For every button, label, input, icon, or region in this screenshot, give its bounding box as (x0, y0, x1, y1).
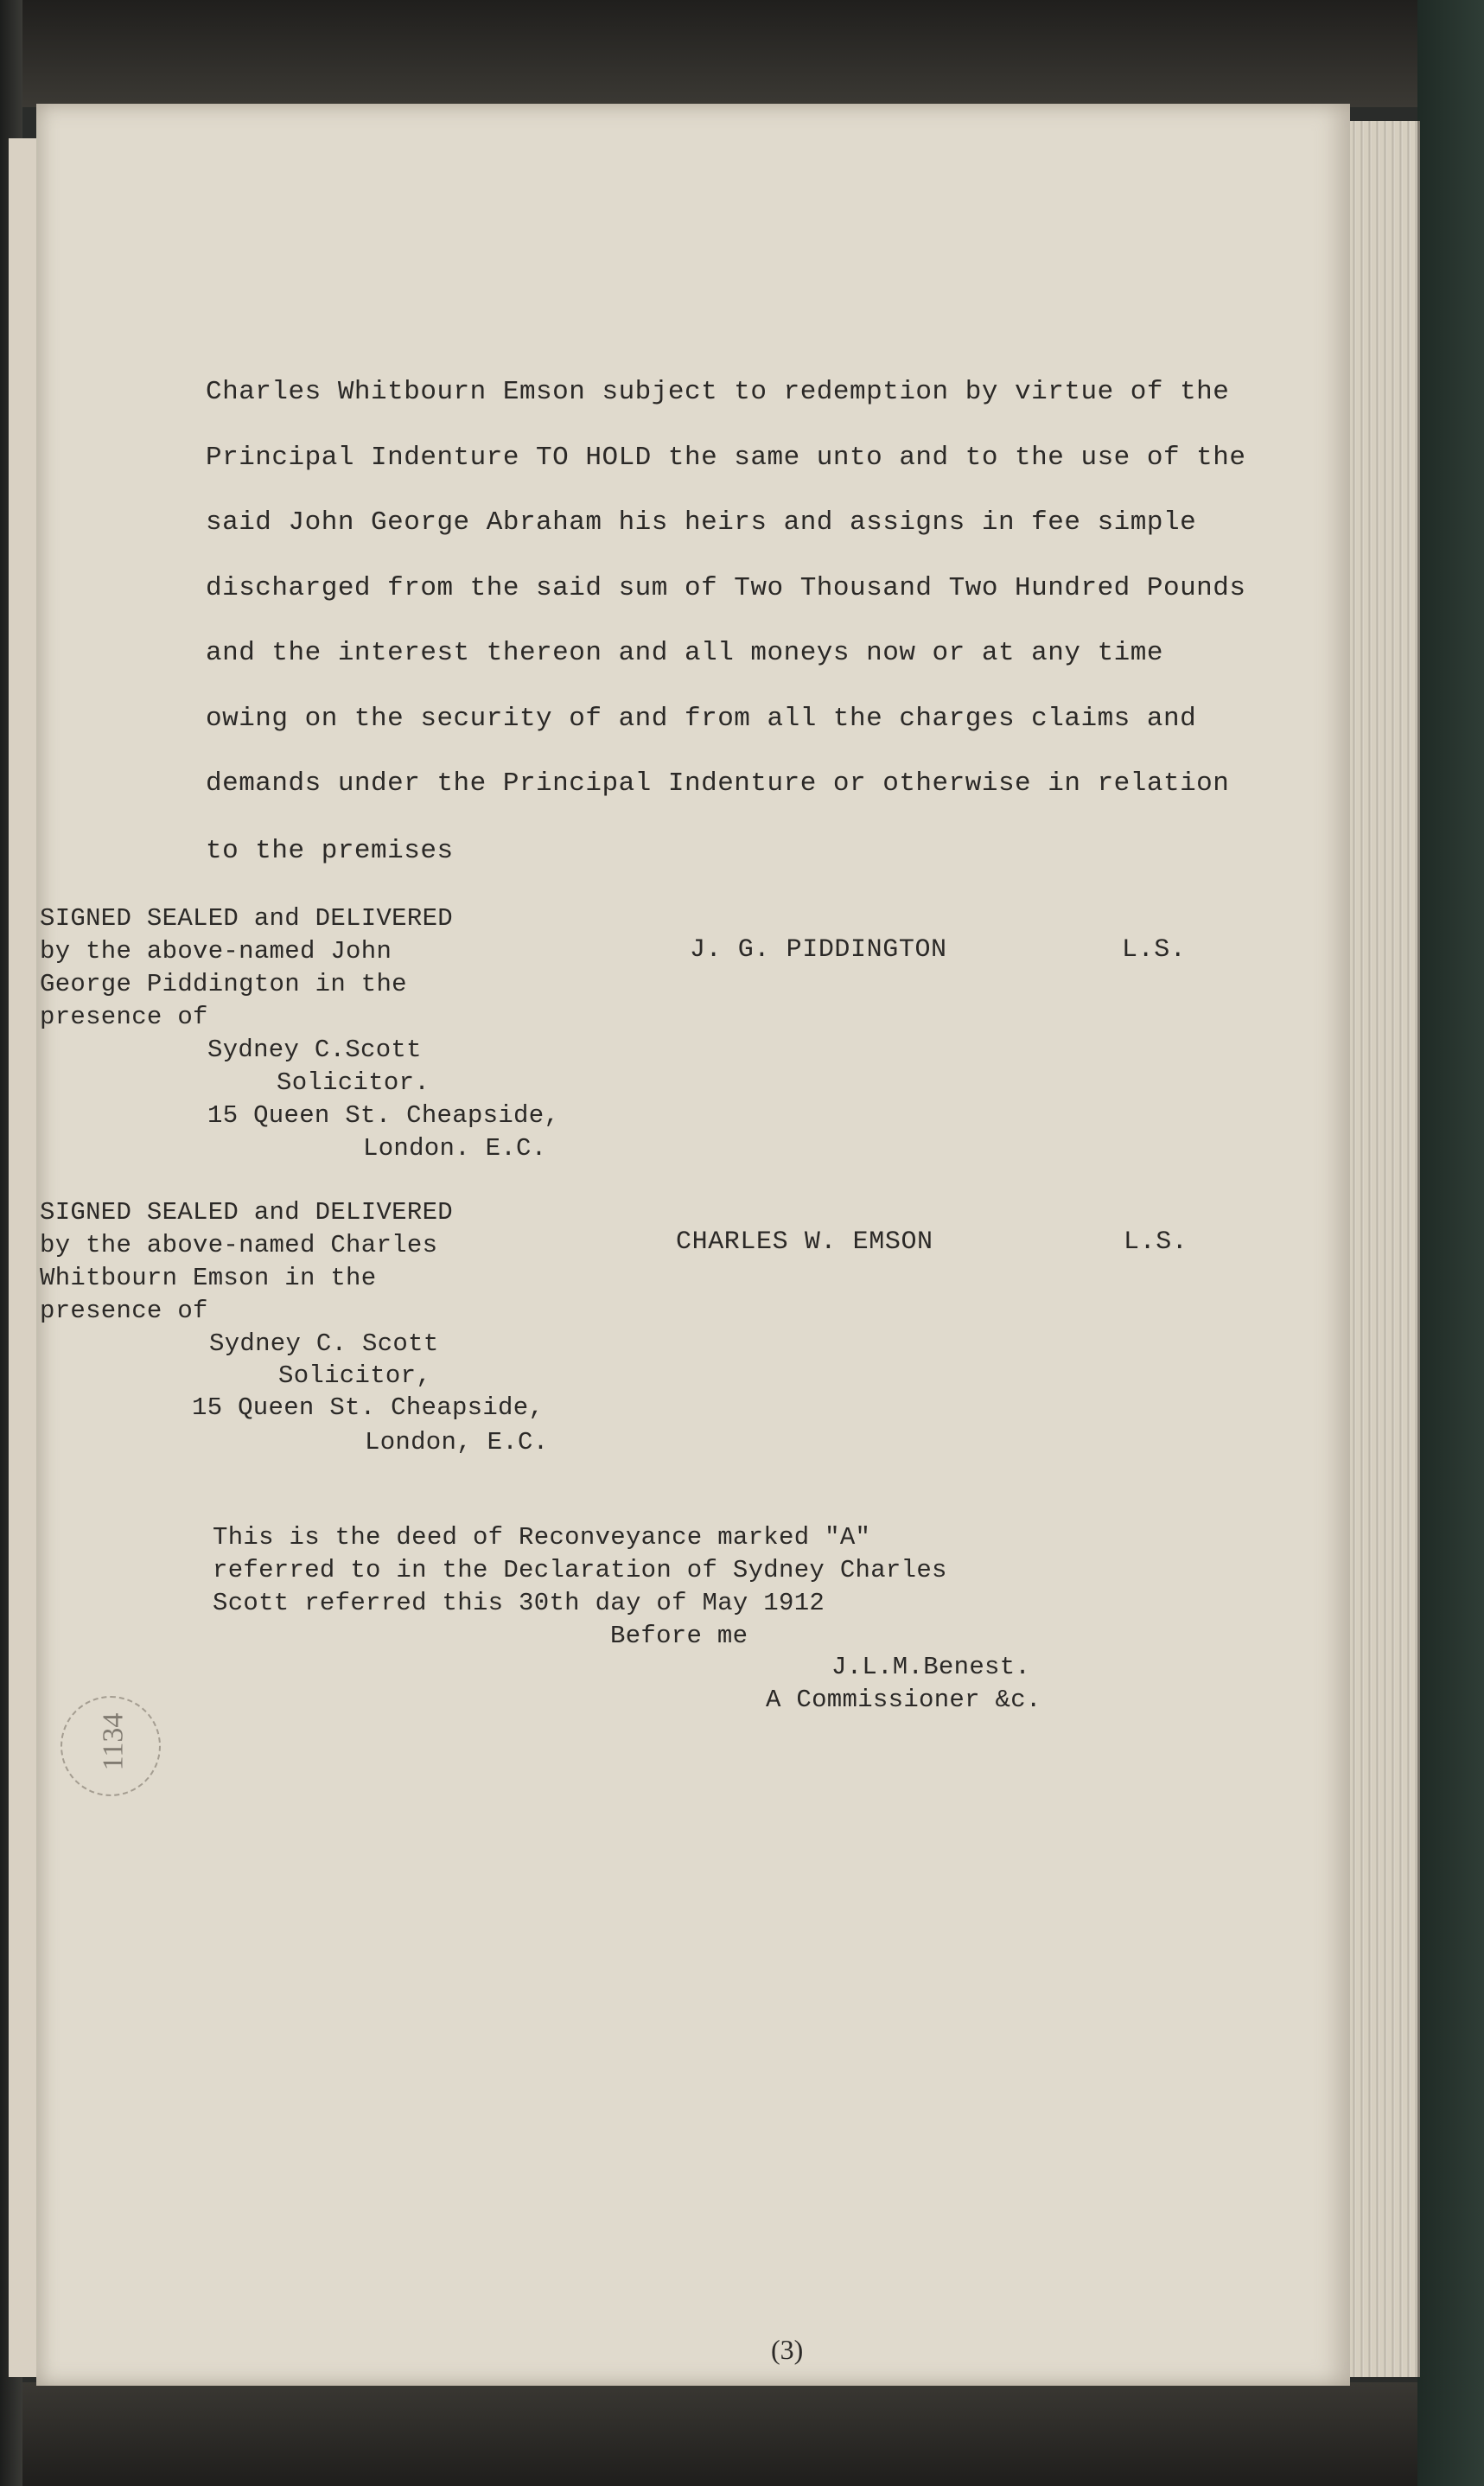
certificate-line: Scott referred this 30th day of May 1912 (213, 1589, 825, 1617)
facing-page-sliver (9, 138, 40, 2377)
page-number: (3) (771, 2334, 804, 2365)
witness-title: Solicitor. (277, 1068, 430, 1097)
attestation-clause-line: SIGNED SEALED and DELIVERED (40, 904, 453, 933)
seal-mark: L.S. (1122, 935, 1187, 965)
certificate-before: Before me (610, 1622, 748, 1650)
certificate-line: referred to in the Declaration of Sydney Charles (213, 1556, 947, 1584)
attestation-clause-line: SIGNED SEALED and DELIVERED (40, 1198, 453, 1227)
scan-background-bottom (22, 2382, 1417, 2486)
body-line: Principal Indenture TO HOLD the same unto and to the use of the (206, 443, 1246, 473)
body-line: said John George Abraham his heirs and assigns in fee simple (206, 507, 1197, 538)
page-edges (1348, 121, 1420, 2377)
body-line: discharged from the said sum of Two Thousand Two Hundred Pounds (206, 573, 1246, 603)
commissioner-title: A Commissioner &c. (766, 1686, 1041, 1714)
body-line: and the interest thereon and all moneys now or at any time (206, 638, 1163, 668)
witness-name: Sydney C. Scott (209, 1329, 439, 1358)
body-line: owing on the security of and from all the charges claims and (206, 704, 1197, 734)
body-line: demands under the Principal Indenture or otherwise in relation (206, 768, 1230, 799)
witness-city: London. E.C. (363, 1134, 547, 1163)
book-cover-edge (1417, 0, 1484, 2486)
witness-title: Solicitor, (278, 1361, 432, 1390)
witness-address: 15 Queen St. Cheapside, (192, 1393, 545, 1422)
witness-address: 15 Queen St. Cheapside, (207, 1101, 560, 1130)
attestation-clause-line: by the above-named Charles (40, 1231, 438, 1259)
certificate-line: This is the deed of Reconveyance marked "A" (213, 1523, 871, 1552)
attestation-clause-line: Whitbourn Emson in the (40, 1264, 377, 1292)
body-line: Charles Whitbourn Emson subject to redemption by virtue of the (206, 377, 1230, 407)
commissioner-name: J.L.M.Benest. (831, 1653, 1031, 1681)
seal-mark: L.S. (1124, 1227, 1188, 1257)
witness-name: Sydney C.Scott (207, 1036, 422, 1064)
scan-background-top (22, 0, 1417, 107)
signatory-name: J. G. PIDDINGTON (690, 935, 947, 965)
attestation-clause-line: presence of (40, 1297, 208, 1325)
attestation-clause-line: George Piddington in the (40, 970, 407, 998)
signatory-name: CHARLES W. EMSON (676, 1227, 933, 1257)
witness-city: London, E.C. (365, 1428, 549, 1457)
attestation-clause-line: presence of (40, 1003, 208, 1031)
registry-stamp-number: 1134 (97, 1712, 130, 1771)
attestation-clause-line: by the above-named John (40, 937, 392, 966)
body-line: to the premises (206, 836, 454, 866)
